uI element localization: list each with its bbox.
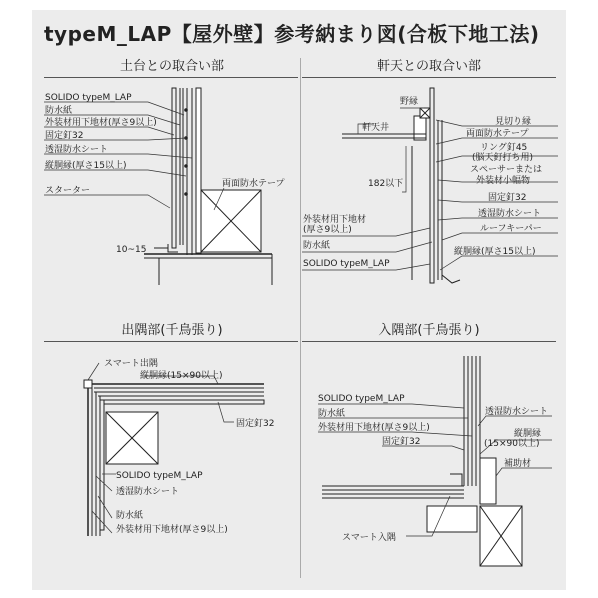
callout-ring-nail-note: (脳天釘打ち用)	[472, 153, 534, 163]
callout-double-sided-tape: 両面防水テープ	[466, 129, 529, 139]
callout-spacer: スペーサーまたは	[470, 165, 543, 175]
callout-nail-32: 固定釘32	[382, 437, 421, 447]
callout-furring: 縦胴縁(厚さ15以上)	[45, 161, 127, 171]
callout-solido: SOLIDO typeM_LAP	[45, 93, 132, 103]
callout-auxiliary: 補助材	[504, 459, 532, 469]
callout-nail-32: 固定釘32	[236, 419, 275, 429]
callout-waterproof-paper: 防水紙	[116, 511, 144, 521]
panel-title-soffit: 軒天との取合い部	[376, 59, 481, 74]
callout-nail-32: 固定釘32	[45, 131, 84, 141]
soffit-junction-diagram	[302, 80, 558, 310]
foundation-junction-diagram	[44, 80, 300, 310]
callout-furring-size: (15×90以上)	[484, 439, 540, 449]
callout-soffit: 軒天井	[362, 123, 390, 133]
callout-solido: SOLIDO typeM_LAP	[303, 259, 390, 269]
callout-furring: 縦胴縁(15×90以上)	[140, 371, 223, 381]
dimension-182: 182以下	[368, 179, 404, 189]
callout-sheathing: 外装材用下地材	[303, 215, 367, 225]
callout-nobuchi: 野縁	[400, 97, 419, 107]
panel-divider	[44, 341, 298, 342]
callout-spacer-alt: 外装材小幅物	[476, 176, 531, 186]
callout-membrane: 透湿防水シート	[485, 407, 549, 417]
callout-ring-nail: リング釘45	[480, 143, 528, 153]
panel-title-inside-corner: 入隅部(千鳥張り)	[378, 323, 480, 338]
callout-waterproof-paper: 防水紙	[303, 241, 331, 251]
inside-corner-diagram	[302, 346, 558, 578]
callout-sheathing: 外装材用下地材(厚さ9以上)	[318, 423, 430, 433]
panel-divider	[302, 341, 556, 342]
outside-corner-diagram	[44, 346, 300, 578]
dimension-gap: 10~15	[116, 245, 147, 255]
callout-solido: SOLIDO typeM_LAP	[318, 394, 405, 404]
callout-waterproof-paper: 防水紙	[318, 409, 346, 419]
callout-trim-edge: 見切り縁	[495, 117, 532, 127]
callout-sheathing-thickness: (厚さ9以上)	[303, 225, 352, 235]
panel-divider	[302, 77, 556, 78]
callout-sheathing: 外装材用下地材(厚さ9以上)	[116, 525, 228, 535]
panel-separator	[300, 58, 301, 578]
callout-nail-32: 固定釘32	[488, 193, 527, 203]
callout-membrane: 透湿防水シート	[116, 487, 180, 497]
callout-sheathing: 外装材用下地材(厚さ9以上)	[45, 118, 157, 128]
callout-smart-inside-corner: スマート入隅	[342, 533, 396, 543]
callout-smart-outside-corner: スマート出隅	[104, 359, 158, 369]
callout-membrane: 透湿防水シート	[45, 145, 109, 155]
callout-furring: 縦胴縁(厚さ15以上)	[454, 247, 536, 257]
callout-waterproof-paper: 防水紙	[45, 106, 73, 116]
callout-starter: スターター	[45, 186, 91, 196]
panel-divider	[44, 77, 298, 78]
callout-double-sided-tape: 両面防水テープ	[222, 179, 285, 189]
callout-membrane: 透湿防水シート	[478, 209, 542, 219]
callout-furring: 縦胴縁	[514, 429, 542, 439]
callout-solido: SOLIDO typeM_LAP	[116, 471, 203, 481]
panel-title-foundation: 土台との取合い部	[119, 59, 224, 74]
callout-roof-keeper: ルーフキーパー	[480, 224, 542, 234]
page-title: typeM_LAP【屋外壁】参考納まり図(合板下地工法)	[44, 22, 540, 46]
panel-title-outside-corner: 出隅部(千鳥張り)	[121, 323, 223, 338]
